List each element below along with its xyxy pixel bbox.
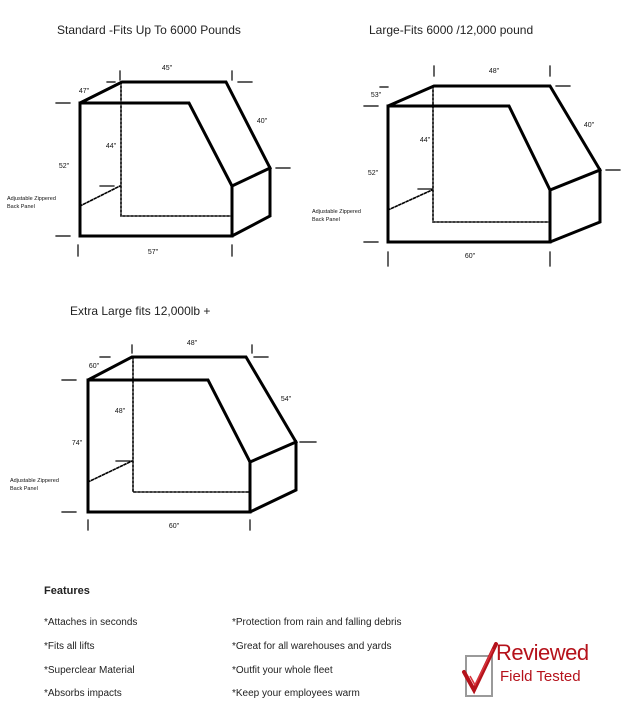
panel-label-line1: Adjustable Zippered — [10, 478, 59, 484]
badge-reviewed-text: Reviewed — [496, 640, 589, 665]
dim-bottom: 57" — [147, 249, 159, 256]
dim-bottom: 60" — [464, 253, 476, 260]
diagram-title-standard: Standard -Fits Up To 6000 Pounds — [57, 23, 241, 37]
dim-depth: 60" — [88, 363, 100, 370]
panel-label-line1: Adjustable Zippered — [312, 209, 361, 215]
dim-slope: 54" — [280, 396, 292, 403]
slope-edge — [550, 170, 600, 190]
dim-height: 52" — [58, 163, 70, 170]
dim-top: 45" — [161, 65, 173, 72]
dim-inner-height: 44" — [105, 143, 117, 150]
outline — [388, 86, 600, 242]
dim-slope: 40" — [583, 122, 595, 129]
slope-edge — [250, 442, 296, 462]
outline — [80, 82, 270, 236]
dim-height: 52" — [367, 170, 379, 177]
panel-label-line2: Back Panel — [10, 486, 38, 492]
dimension-ticks — [364, 66, 620, 266]
diagram-title-large: Large-Fits 6000 /12,000 pound — [369, 23, 534, 37]
feature-right-3: *Outfit your whole fleet — [232, 665, 333, 676]
dim-slope: 40" — [256, 118, 268, 125]
back-panel-line — [388, 190, 432, 210]
dim-top: 48" — [186, 340, 198, 347]
feature-left-3: *Superclear Material — [44, 665, 135, 676]
feature-left-1: *Attaches in seconds — [44, 617, 138, 628]
feature-right-4: *Keep your employees warm — [232, 688, 360, 699]
panel-label-line2: Back Panel — [312, 217, 340, 223]
dim-top: 48" — [488, 68, 500, 75]
dim-inner-height: 48" — [114, 408, 126, 415]
dim-depth: 47" — [78, 88, 90, 95]
badge-field-tested-text: Field Tested — [500, 668, 581, 685]
dim-height: 74" — [71, 440, 83, 447]
dim-inner-height: 44" — [419, 137, 431, 144]
feature-left-4: *Absorbs impacts — [44, 688, 122, 699]
feature-left-2: *Fits all lifts — [44, 641, 95, 652]
diagram-standard — [56, 71, 290, 256]
diagram-title-extra-large: Extra Large fits 12,000lb + — [70, 304, 211, 318]
checkmark-box-icon — [460, 642, 500, 702]
slope-edge — [232, 168, 270, 186]
panel-label-line1: Adjustable Zippered — [7, 196, 56, 202]
dim-depth: 53" — [370, 92, 382, 99]
reviewed-badge — [460, 636, 610, 706]
features-heading: Features — [44, 585, 90, 597]
feature-right-2: *Great for all warehouses and yards — [232, 641, 392, 652]
diagram-extra-large — [62, 345, 316, 530]
back-panel-line — [88, 461, 132, 482]
dim-bottom: 60" — [168, 523, 180, 530]
back-panel-line — [80, 186, 120, 206]
feature-right-1: *Protection from rain and falling debris — [232, 617, 402, 628]
panel-label-line2: Back Panel — [7, 204, 35, 210]
diagram-large — [364, 66, 620, 266]
